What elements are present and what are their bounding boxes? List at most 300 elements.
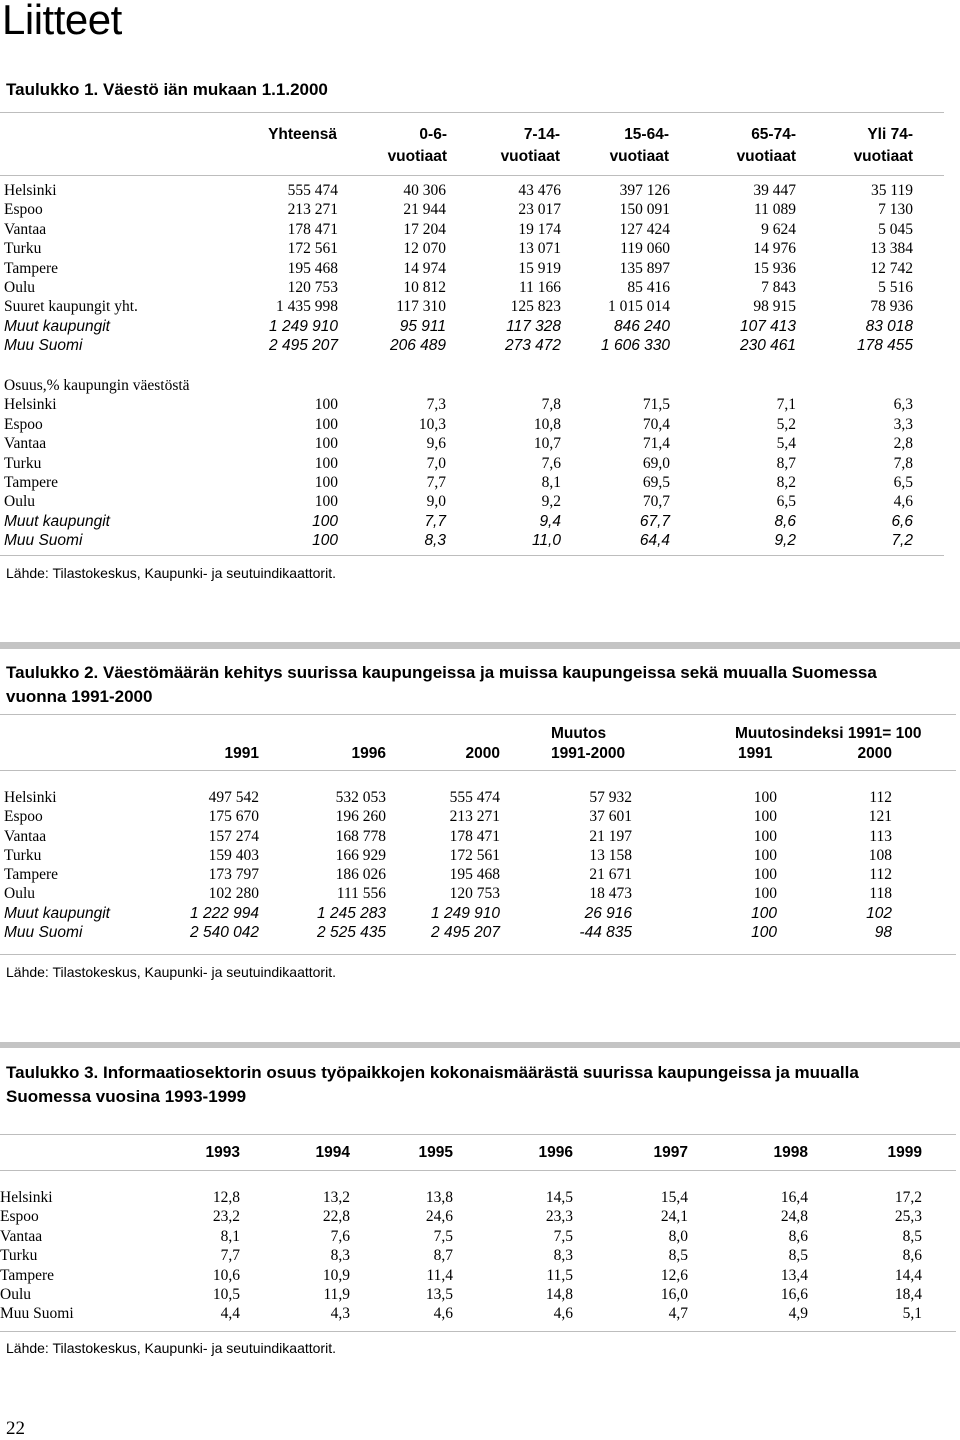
table-cell: 100: [753, 846, 777, 864]
table-cell: 11,5: [546, 1266, 573, 1284]
table-cell: 57 932: [589, 789, 632, 806]
table-cell: 118: [869, 885, 892, 903]
table1-col-header-line2: vuotiaat: [853, 148, 913, 165]
table-cell: 21 671: [589, 866, 632, 884]
table-cell: 15 919: [518, 259, 561, 277]
table-row: [0, 884, 960, 903]
row-label: Vantaa: [0, 1227, 43, 1245]
table-row: [0, 454, 960, 473]
table-cell: 8,3: [330, 1247, 350, 1265]
table-cell: 178 471: [287, 220, 338, 238]
table1-col-header-line2: vuotiaat: [387, 148, 447, 165]
table-cell: 11,0: [531, 532, 561, 550]
row-label: Muu Suomi: [4, 337, 83, 355]
table2-source: Lähde: Tilastokeskus, Kaupunki- ja seutuindikaattorit.: [6, 964, 336, 980]
table1-col-header-line2: vuotiaat: [609, 148, 669, 165]
table-cell: 22,8: [322, 1208, 350, 1226]
table-cell: 8,7: [433, 1247, 453, 1265]
row-label: Tampere: [4, 866, 58, 884]
row-label: Oulu: [4, 278, 35, 296]
table2-top-rule: [0, 714, 956, 715]
table-cell: 13 384: [870, 240, 913, 258]
table-row: [0, 865, 960, 884]
table-cell: 5,2: [776, 415, 796, 433]
table-cell: 8,0: [668, 1227, 688, 1245]
table-row: [0, 297, 960, 316]
row-label: Espoo: [4, 808, 43, 826]
table-cell: 10,6: [212, 1266, 240, 1284]
table-cell: 1 245 283: [317, 904, 386, 922]
table-cell: 17 204: [403, 220, 446, 238]
table-cell: 9 624: [761, 220, 796, 238]
table1-col-header-line1: 15-64-: [624, 126, 669, 143]
table-cell: 100: [314, 473, 338, 491]
table1-col-header-line1: Yhteensä: [268, 126, 337, 143]
table-cell: 5,1: [902, 1305, 922, 1323]
table-cell: 846 240: [613, 317, 670, 335]
table-cell: 157 274: [208, 827, 259, 845]
table-cell: 206 489: [389, 337, 446, 355]
table-cell: 4,3: [330, 1305, 350, 1323]
table1-top-rule: [0, 112, 944, 113]
table-cell: 186 026: [335, 866, 386, 884]
table2-col-header-line2: 1991-2000: [551, 745, 626, 762]
table-cell: 8,6: [788, 1227, 808, 1245]
table-cell: 7,5: [553, 1227, 573, 1245]
table2-col-header-line2: 1991: [224, 745, 259, 762]
table-cell: 11,9: [323, 1285, 350, 1303]
table-cell: 6,3: [893, 396, 913, 414]
table-cell: 100: [314, 396, 338, 414]
table-cell: 1 435 998: [276, 298, 338, 316]
table-cell: 3,3: [893, 415, 913, 433]
table-cell: 9,4: [539, 512, 561, 530]
table-cell: 21 944: [403, 201, 446, 219]
table-row: [0, 492, 960, 511]
table-cell: 1 249 910: [269, 317, 338, 335]
table-cell: 213 271: [449, 808, 500, 826]
table-cell: 12 070: [403, 240, 446, 258]
table-cell: 121: [868, 808, 892, 826]
table-cell: 26 916: [584, 904, 632, 922]
table-row: [0, 415, 960, 434]
table-cell: 125 823: [510, 298, 561, 316]
table-cell: 98 915: [753, 298, 796, 316]
table-row: [0, 531, 960, 550]
table-cell: 70,7: [642, 493, 670, 511]
table-cell: 2 495 207: [431, 924, 500, 942]
table-cell: 15 936: [753, 259, 796, 277]
table3-col-header: 1995: [418, 1144, 453, 1161]
row-label: Espoo: [4, 415, 43, 433]
table-cell: 120 753: [449, 885, 500, 903]
table-cell: 9,2: [541, 493, 561, 511]
table-cell: 8,1: [220, 1227, 240, 1245]
table-cell: 397 126: [619, 182, 670, 199]
table3-col-header: 1993: [205, 1144, 240, 1161]
table2-body: [0, 788, 960, 942]
table-cell: 7,2: [891, 532, 913, 550]
table-cell: 4,4: [220, 1305, 240, 1323]
table-cell: 112: [869, 866, 892, 884]
table-cell: 7 130: [878, 201, 913, 219]
table-cell: 6,6: [891, 512, 913, 530]
table-cell: 166 929: [335, 846, 386, 864]
table-cell: 117 328: [506, 317, 561, 335]
table-cell: 107 413: [739, 317, 796, 335]
table-cell: 159 403: [208, 846, 259, 864]
table-cell: 100: [753, 808, 777, 826]
table-cell: 39 447: [753, 182, 796, 199]
table1-share-heading: [0, 376, 960, 395]
table-cell: 8,3: [424, 532, 446, 550]
table-cell: 127 424: [619, 220, 670, 238]
table1-col-header-line2: vuotiaat: [736, 148, 796, 165]
table-cell: 35 119: [870, 182, 913, 199]
table-cell: 37 601: [589, 808, 632, 826]
table-cell: 4,7: [668, 1305, 688, 1323]
table1-body: [0, 181, 960, 356]
table-cell: 6,5: [776, 493, 796, 511]
table-cell: 24,6: [425, 1208, 453, 1226]
row-label: Helsinki: [0, 1189, 53, 1206]
table-cell: 19 174: [518, 220, 561, 238]
table-cell: 16,0: [660, 1285, 688, 1303]
table3-col-header: 1999: [887, 1144, 922, 1161]
table-cell: 12,6: [660, 1266, 688, 1284]
table-cell: 13 158: [589, 846, 632, 864]
table-cell: 100: [312, 512, 338, 530]
table-cell: 21 197: [589, 827, 632, 845]
table-cell: 100: [314, 415, 338, 433]
share-heading-label: Osuus,% kaupungin väestöstä: [4, 377, 190, 394]
table1-bottom-rule: [0, 555, 944, 556]
table-cell: 100: [753, 827, 777, 845]
table2-col-header-line1: Muutos: [551, 725, 607, 742]
table3-title-line1: Taulukko 3. Informaatiosektorin osuus työpaikkojen kokonaismäärästä suurissa kaupungeissa ja muualla: [6, 1063, 859, 1082]
table-cell: 230 461: [739, 337, 796, 355]
table-cell: 8,6: [902, 1247, 922, 1265]
table-cell: 135 897: [619, 259, 670, 277]
table-cell: 168 778: [335, 827, 386, 845]
table-row: [0, 317, 960, 336]
table-cell: 7,6: [541, 454, 561, 472]
table-cell: 112: [869, 789, 892, 806]
table-cell: 16,4: [780, 1189, 808, 1206]
table1-col-header-line1: Yli 74-: [867, 126, 913, 143]
table-cell: 1 249 910: [431, 904, 500, 922]
table-cell: 172 561: [287, 240, 338, 258]
table-cell: 24,1: [660, 1208, 688, 1226]
table-cell: -44 835: [579, 924, 632, 942]
table-cell: 12,8: [212, 1189, 240, 1206]
table3-col-header: 1998: [773, 1144, 808, 1161]
table-cell: 7,7: [426, 473, 446, 491]
table-cell: 175 670: [208, 808, 259, 826]
row-label: Turku: [4, 846, 42, 864]
table-cell: 4,6: [433, 1305, 453, 1323]
table1-title: Taulukko 1. Väestö iän mukaan 1.1.2000: [6, 80, 328, 99]
table-cell: 100: [753, 789, 777, 806]
table-cell: 195 468: [287, 259, 338, 277]
table-cell: 95 911: [399, 317, 446, 335]
table-row: [0, 473, 960, 492]
table-cell: 10,9: [322, 1266, 350, 1284]
table-cell: 195 468: [449, 866, 500, 884]
table-cell: 100: [753, 885, 777, 903]
table-cell: 1 222 994: [190, 904, 259, 922]
table-cell: 8,5: [788, 1247, 808, 1265]
table-cell: 555 474: [287, 182, 338, 199]
table-cell: 120 753: [287, 278, 338, 296]
table-cell: 8,5: [902, 1227, 922, 1245]
table-row: [0, 336, 960, 355]
table-cell: 1 606 330: [601, 337, 670, 355]
table-cell: 16,6: [780, 1285, 808, 1303]
table-cell: 70,4: [642, 415, 670, 433]
table-row: [0, 923, 960, 942]
table-cell: 273 472: [504, 337, 561, 355]
table2-title-line1: Taulukko 2. Väestömäärän kehitys suurissa kaupungeissa ja muissa kaupungeissa sekä muualla Suomessa: [6, 663, 877, 682]
table-row: [0, 1207, 960, 1226]
table-cell: 7,7: [220, 1247, 240, 1265]
table-cell: 14,8: [545, 1285, 573, 1303]
table3-col-header: 1996: [538, 1144, 573, 1161]
table-cell: 7,6: [330, 1227, 350, 1245]
table-cell: 13,4: [780, 1266, 808, 1284]
table1-source: Lähde: Tilastokeskus, Kaupunki- ja seutuindikaattorit.: [6, 565, 336, 581]
table-cell: 13 071: [518, 240, 561, 258]
row-label: Vantaa: [4, 827, 47, 845]
table-row: [0, 1285, 960, 1304]
table-cell: 18,4: [894, 1285, 922, 1303]
row-label: Muut kaupungit: [4, 904, 110, 922]
table-row: [0, 434, 960, 453]
table3-col-header: 1994: [315, 1144, 350, 1161]
table-cell: 100: [751, 924, 777, 942]
table-row: [0, 846, 960, 865]
table-cell: 83 018: [865, 317, 913, 335]
table-cell: 71,5: [642, 396, 670, 414]
table-row: [0, 239, 960, 258]
table-cell: 14,5: [545, 1189, 573, 1206]
table-row: [0, 827, 960, 846]
table-cell: 24,8: [780, 1208, 808, 1226]
table2-col-header-line1: Muutosindeksi 1991= 100: [735, 725, 922, 742]
table-cell: 7,0: [426, 454, 446, 472]
table-cell: 64,4: [639, 532, 670, 550]
table-cell: 100: [312, 532, 338, 550]
table-cell: 11 089: [753, 201, 796, 219]
table-cell: 173 797: [208, 866, 259, 884]
table-row: [0, 1246, 960, 1265]
table-cell: 7,5: [433, 1227, 453, 1245]
table2-bottom-rule: [0, 954, 956, 955]
row-label: Muu Suomi: [0, 1305, 74, 1323]
table3-title-line2: Suomessa vuosina 1993-1999: [6, 1087, 247, 1106]
table-cell: 5,4: [776, 435, 796, 453]
table-cell: 10,7: [533, 435, 561, 453]
table-cell: 8,3: [553, 1247, 573, 1265]
table-cell: 213 271: [287, 201, 338, 219]
row-label: Helsinki: [4, 182, 57, 199]
row-label: Turku: [4, 454, 42, 472]
table-cell: 196 260: [335, 808, 386, 826]
table-cell: 9,0: [426, 493, 446, 511]
table-cell: 7,8: [541, 396, 561, 414]
table-cell: 17,2: [894, 1189, 922, 1206]
table-cell: 8,2: [776, 473, 796, 491]
table1-col-header-line2: vuotiaat: [500, 148, 560, 165]
table-cell: 178 455: [856, 337, 913, 355]
table-cell: 12 742: [870, 259, 913, 277]
table-cell: 6,5: [893, 473, 913, 491]
table-cell: 10,3: [418, 415, 446, 433]
table-row: [0, 259, 960, 278]
table-cell: 119 060: [620, 240, 670, 258]
table-cell: 14 976: [753, 240, 796, 258]
row-label: Muu Suomi: [4, 532, 83, 550]
table-cell: 555 474: [449, 789, 500, 806]
table-cell: 40 306: [403, 182, 446, 199]
table-cell: 100: [314, 493, 338, 511]
table-cell: 8,6: [774, 512, 796, 530]
table-cell: 1 015 014: [608, 298, 670, 316]
table-row: [0, 788, 960, 807]
table-cell: 9,2: [774, 532, 796, 550]
table-cell: 4,9: [788, 1305, 808, 1323]
row-label: Oulu: [0, 1285, 31, 1303]
row-label: Muut kaupungit: [4, 512, 110, 530]
row-label: Helsinki: [4, 396, 57, 414]
row-label: Turku: [4, 240, 42, 258]
table2-header-rule: [0, 770, 956, 771]
table-cell: 7,1: [776, 396, 796, 414]
table-cell: 111 556: [336, 885, 386, 903]
table-cell: 108: [868, 846, 892, 864]
table-cell: 150 091: [619, 201, 670, 219]
row-label: Muu Suomi: [4, 924, 83, 942]
table1-col-header-line1: 0-6-: [419, 126, 447, 143]
table-cell: 8,5: [668, 1247, 688, 1265]
table-cell: 5 045: [878, 220, 913, 238]
table-row: [0, 904, 960, 923]
table-cell: 18 473: [589, 885, 632, 903]
table1-col-header-line1: 65-74-: [751, 126, 796, 143]
row-label: Muut kaupungit: [4, 317, 110, 335]
table-row: [0, 807, 960, 826]
table3-bottom-rule: [0, 1331, 956, 1332]
table-cell: 71,4: [642, 435, 670, 453]
row-label: Tampere: [4, 473, 58, 491]
table-cell: 10,5: [212, 1285, 240, 1303]
table-cell: 2 540 042: [190, 924, 259, 942]
table-cell: 13,5: [425, 1285, 453, 1303]
table-cell: 23,2: [212, 1208, 240, 1226]
row-label: Tampere: [0, 1266, 54, 1284]
table-cell: 43 476: [518, 182, 561, 199]
row-label: Vantaa: [4, 220, 47, 238]
table-cell: 14 974: [403, 259, 446, 277]
table-row: [0, 278, 960, 297]
table-cell: 4,6: [553, 1305, 573, 1323]
table-cell: 100: [314, 435, 338, 453]
table-cell: 7,8: [893, 454, 913, 472]
table-row: [0, 1227, 960, 1246]
table-row: [0, 181, 960, 200]
table-cell: 2 495 207: [269, 337, 338, 355]
table-row: [0, 1266, 960, 1285]
table-cell: 98: [874, 924, 892, 942]
table-cell: 113: [869, 827, 892, 845]
table-cell: 102: [866, 904, 892, 922]
table-cell: 5 516: [878, 278, 913, 296]
table-cell: 7,3: [426, 396, 446, 414]
row-label: Oulu: [4, 885, 35, 903]
table-cell: 100: [753, 866, 777, 884]
table-cell: 100: [751, 904, 777, 922]
table-cell: 2 525 435: [317, 924, 386, 942]
page-number: 22: [6, 1418, 25, 1439]
table-row: [0, 1188, 960, 1207]
table1-col-header-line1: 7-14-: [523, 126, 560, 143]
table-cell: 102 280: [208, 885, 259, 903]
table2-col-header-line2: 1996: [351, 745, 386, 762]
table1-share-body: [0, 376, 960, 551]
table-cell: 172 561: [449, 846, 500, 864]
row-label: Tampere: [4, 259, 58, 277]
table-cell: 15,4: [660, 1189, 688, 1206]
row-label: Espoo: [0, 1208, 39, 1226]
row-label: Oulu: [4, 493, 35, 511]
table2-col-header-line2: 2000: [465, 745, 500, 762]
table-cell: 69,5: [642, 473, 670, 491]
table-cell: 69,0: [642, 454, 670, 472]
table3-header-rule: [0, 1170, 956, 1171]
table-cell: 23 017: [518, 201, 561, 219]
table-cell: 178 471: [449, 827, 500, 845]
table3-source: Lähde: Tilastokeskus, Kaupunki- ja seutuindikaattorit.: [6, 1340, 336, 1356]
table2-title-line2: vuonna 1991-2000: [6, 687, 153, 706]
table-cell: 532 053: [335, 789, 386, 806]
table-cell: 497 542: [208, 789, 259, 806]
table-row: [0, 395, 960, 414]
table1-header-rule: [0, 175, 944, 176]
table2-col-header-line2: 1991: [738, 745, 773, 762]
table-cell: 8,1: [541, 473, 561, 491]
table3-col-header: 1997: [653, 1144, 688, 1161]
table3-top-rule: [0, 1134, 956, 1135]
table-cell: 14,4: [894, 1266, 922, 1284]
table-cell: 9,6: [426, 435, 446, 453]
page-title: Liitteet: [2, 0, 122, 43]
table-cell: 85 416: [627, 278, 670, 296]
table2-col-header-line2: 2000: [857, 745, 892, 762]
table-cell: 13,2: [322, 1189, 350, 1206]
row-label: Suuret kaupungit yht.: [4, 298, 138, 316]
table-cell: 23,3: [545, 1208, 573, 1226]
table-cell: 7 843: [761, 278, 796, 296]
table-cell: 67,7: [639, 512, 670, 530]
row-label: Turku: [0, 1247, 38, 1265]
table-cell: 4,6: [893, 493, 913, 511]
table-cell: 78 936: [870, 298, 913, 316]
table-cell: 100: [314, 454, 338, 472]
table-cell: 117 310: [396, 298, 446, 316]
row-label: Vantaa: [4, 435, 47, 453]
table-row: [0, 200, 960, 219]
table3-body: [0, 1188, 960, 1324]
